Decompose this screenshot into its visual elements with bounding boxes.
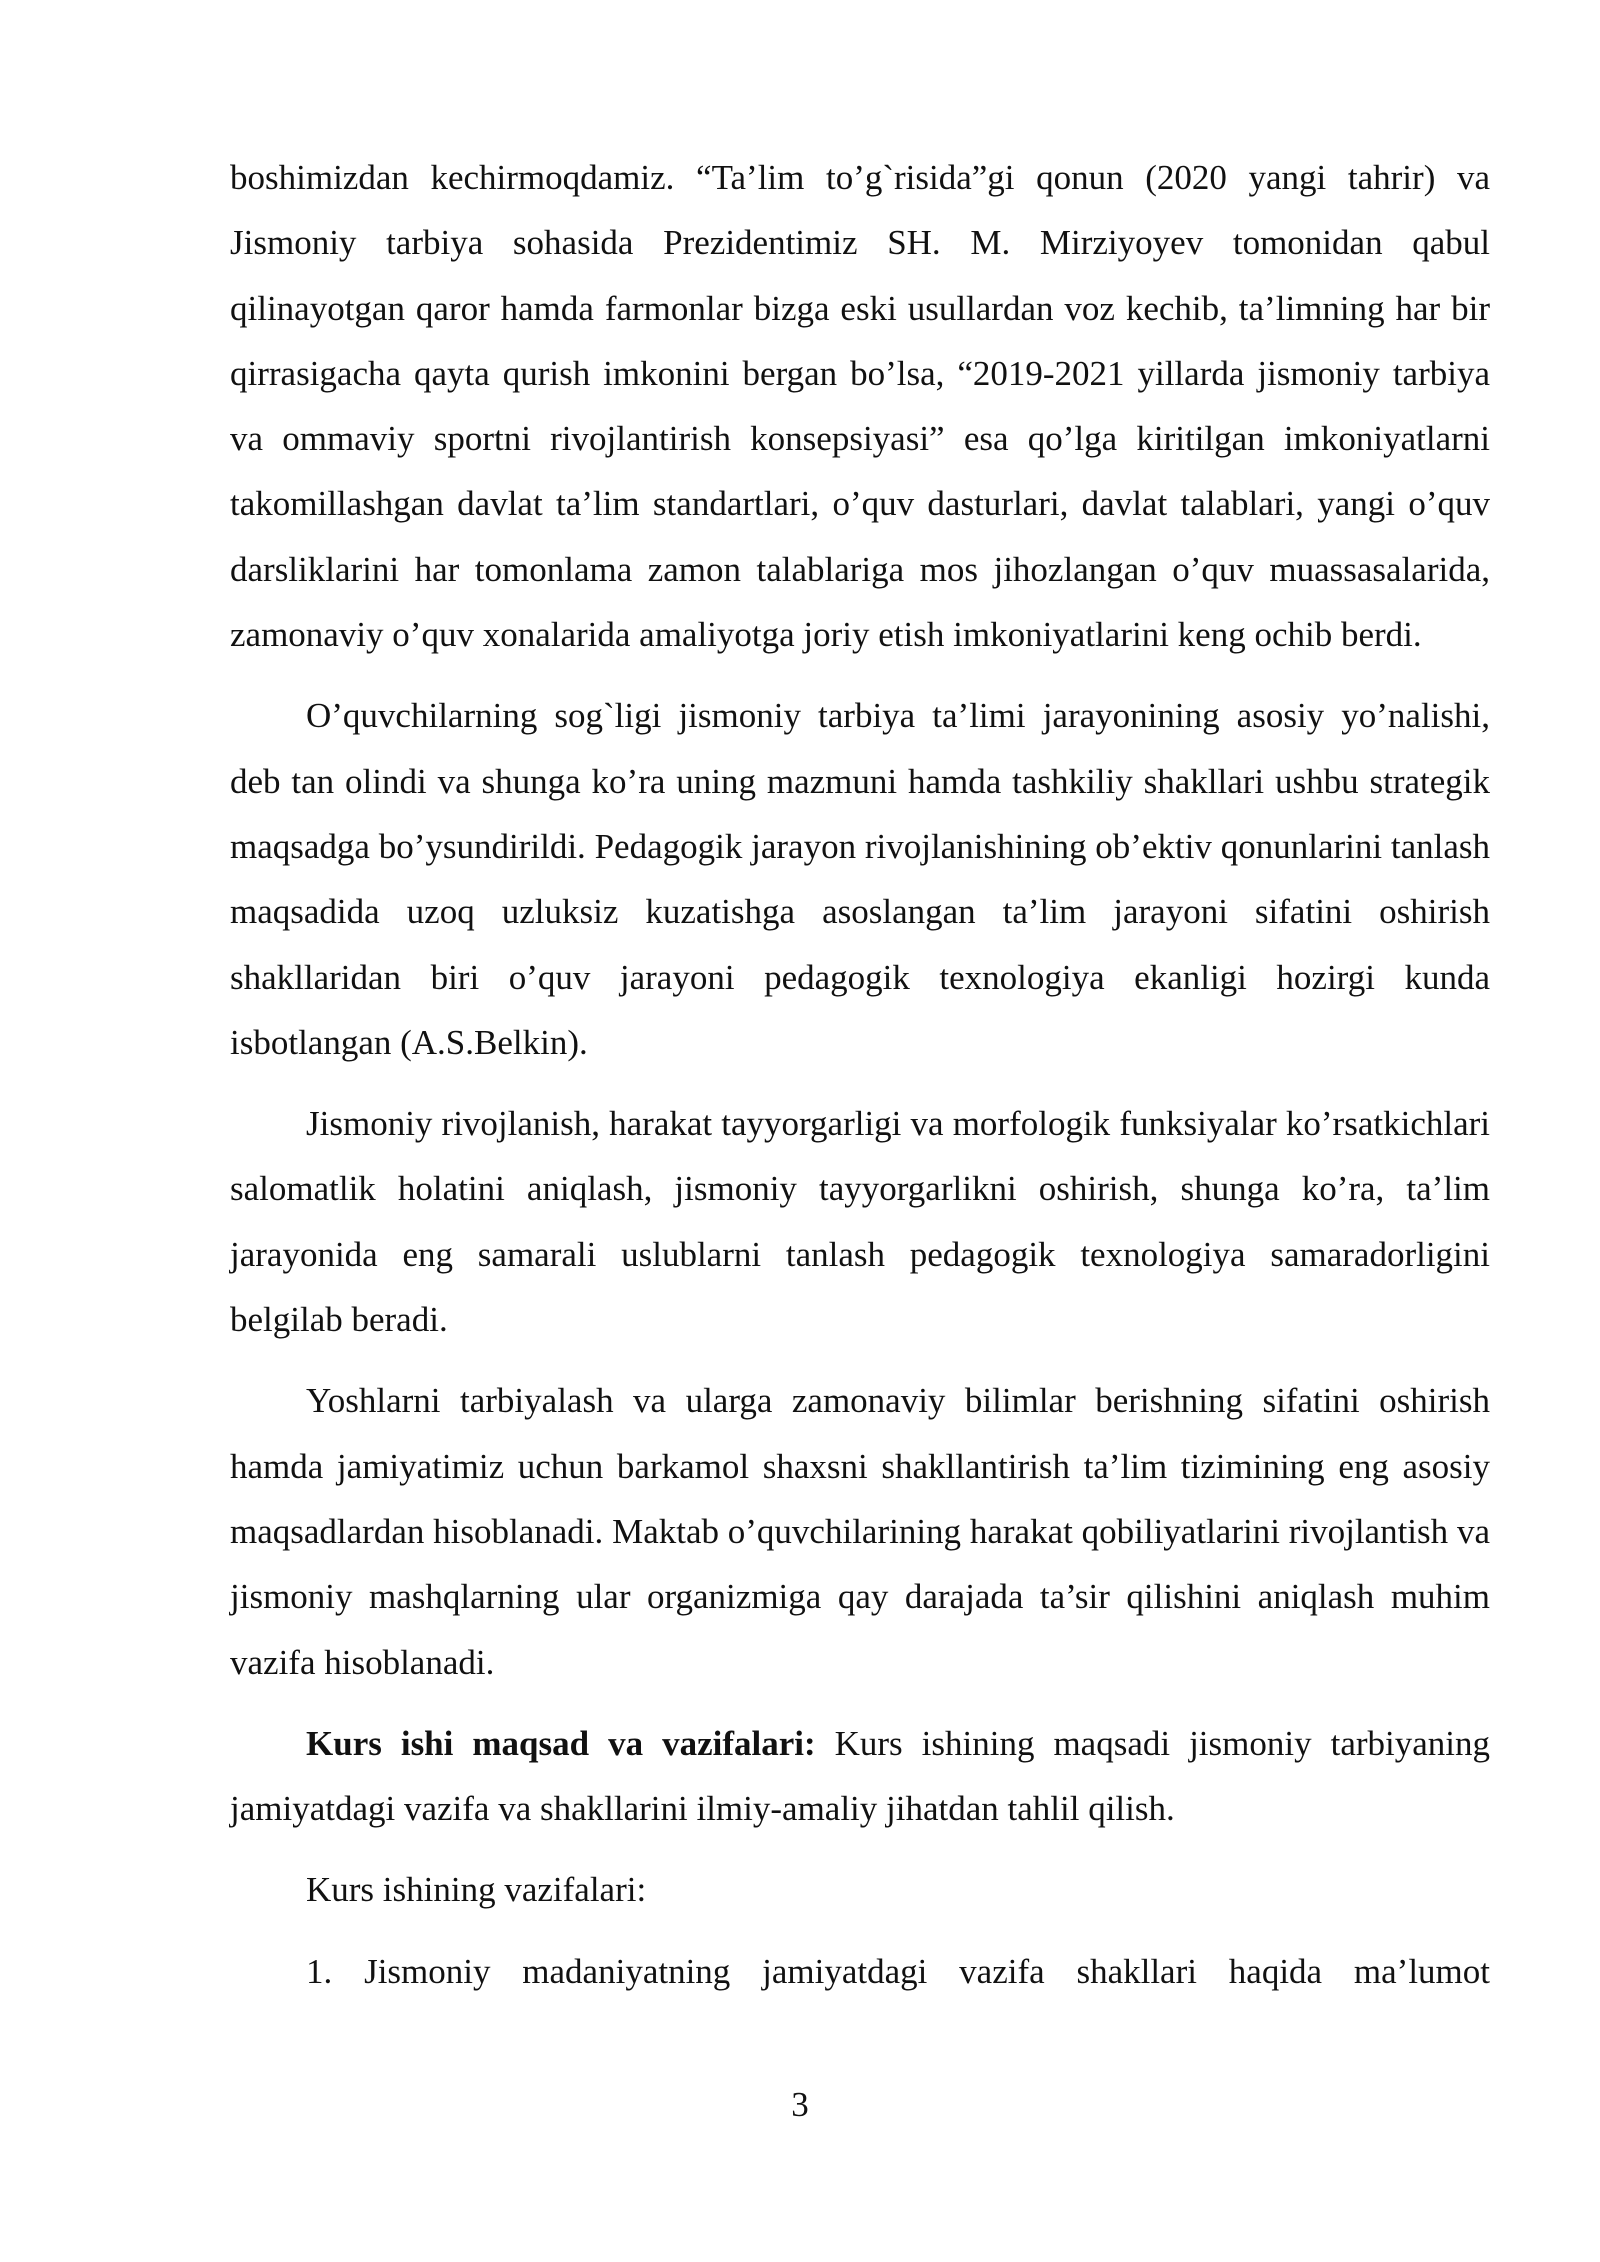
paragraph-course-goal <box>230 1711 1490 1842</box>
page-number: 3 <box>791 2085 809 2124</box>
course-goal-text: Kurs ishining maqsadi jismoniy tarbiyaning jamiyatdagi vazifa va shakllarini ilmiy-amaliy jihatdan tahlil qilish. <box>230 1723 1490 1829</box>
paragraph-tasks-heading: Kurs ishining vazifalari: <box>306 1870 647 1910</box>
list-item-task-1: 1. Jismoniy madaniyatning jamiyatdagi vazifa shakllari haqida ma’lumot <box>306 1951 1490 1991</box>
paragraph-youth-education: Yoshlarni tarbiyalash va ularga zamonaviy bilimlar berishning sifatini oshirish hamda jamiyatimiz uchun barkamol shaxsni shakllantirish ta’lim tizimining eng asosiy maqsadlardan hisoblanadi. Maktab o’quvchilarining harakat qobiliyatlarini rivojlantish va jismoniy mashqlarning ular organizmiga qay darajada ta’sir qilishini aniqlash muhim vazifa hisoblanadi. <box>230 1381 1490 1682</box>
paragraph-intro-continuation: boshimizdan kechirmoqdamiz. “Ta’lim to’g`risida”gi qonun (2020 yangi tahrir) va Jismoniy tarbiya sohasida Prezidentimiz SH. M. Mirziyoyev tomonidan qabul qilinayotgan qaror hamda farmonlar bizga eski usullardan voz kechib, ta’limning har bir qirrasigacha qayta qurish imkonini bergan bo’lsa, “2019-2021 yillarda jismoniy tarbiya va ommaviy sportni rivojlantirish konsepsiyasi” esa qo’lga kiritilgan imkoniyatlarni takomillashgan davlat ta’lim standartlari, o’quv dasturlari, davlat talablari, yangi o’quv darsliklarini har tomonlama zamon talablariga mos jihozlangan o’quv muassasalarida, zamonaviy o’quv xonalarida amaliyotga joriy etish imkoniyatlarini keng ochib berdi. <box>230 158 1490 655</box>
course-goal-heading: Kurs ishi maqsad va vazifalari: <box>306 1723 816 1763</box>
paragraph-physical-development: Jismoniy rivojlanish, harakat tayyorgarligi va morfologik funksiyalar ko’rsatkichlari salomatlik holatini aniqlash, jismoniy tayyorgarlikni oshirish, shunga ko’ra, ta’lim jarayonida eng samarali uslublarni tanlash pedagogik texnologiya samaradorligini belgilab beradi. <box>230 1104 1490 1340</box>
paragraph-student-health: O’quvchilarning sog`ligi jismoniy tarbiya ta’limi jarayonining asosiy yo’nalishi, deb tan olindi va shunga ko’ra uning mazmuni hamda tashkiliy shakllari ushbu strategik maqsadga bo’ysundirildi. Pedagogik jarayon rivojlanishining ob’ektiv qonunlarini tanlash maqsadida uzoq uzluksiz kuzatishga asoslangan ta’lim jarayoni sifatini oshirish shakllaridan biri o’quv jarayoni pedagogik texnologiya ekanligi hozirgi kunda isbotlangan (A.S.Belkin). <box>230 696 1490 1062</box>
document-page <box>230 145 1490 2020</box>
